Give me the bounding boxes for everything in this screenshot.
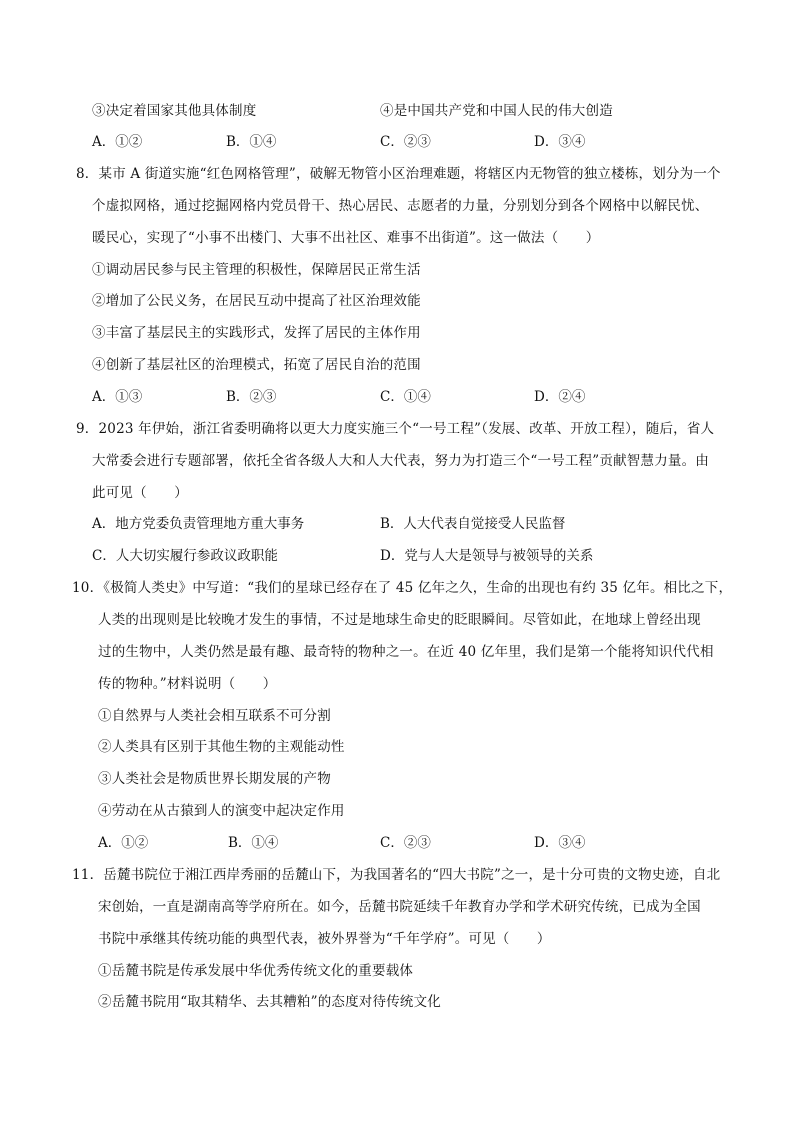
q10-statement-4: ④劳动在从古猿到人的演变中起决定作用 xyxy=(98,803,345,819)
q10-statement-3: ③人类社会是物质世界长期发展的产物 xyxy=(98,771,331,787)
q7-option-d: D．③④ xyxy=(534,134,586,150)
q9-option-a: A．地方党委负责管理地方重大事务 xyxy=(92,516,305,532)
q10-option-c: C．②③ xyxy=(380,835,431,851)
q8-stem-line-2: 个虚拟网格，通过挖掘网格内党员骨干、热心居民、志愿者的力量，分别划分到各个网格中以解民忧、 xyxy=(92,198,709,214)
q10-option-d: D．③④ xyxy=(534,835,586,851)
q8-statement-1: ①调动居民参与民主管理的积极性，保障居民正常生活 xyxy=(92,262,421,278)
q10-stem-line-1: 10．《极简人类史》中写道：“我们的星球已经存在了 45 亿年之久，生命的出现也有约 35 亿年。相比之下， xyxy=(72,580,733,596)
q9-option-b: B．人大代表自觉接受人民监督 xyxy=(380,516,566,532)
q8-statement-2: ②增加了公民义务，在居民互动中提高了社区治理效能 xyxy=(92,293,421,309)
q9-stem-line-2: 大常委会进行专题部署，依托全省各级人大和人大代表，努力为打造三个“一号工程”贡献智慧力量。由 xyxy=(92,453,710,469)
q9-option-d: D．党与人大是领导与被领导的关系 xyxy=(380,548,594,564)
q8-stem-line-3: 暖民心，实现了“小事不出楼门、大事不出社区、难事不出街道”。这一做法（ ） xyxy=(92,230,600,246)
q8-stem-line-1: 8．某市 A 街道实施“红色网格管理”，破解无物管小区治理难题，将辖区内无物管的独立楼栋，划分为一个 xyxy=(76,166,721,182)
q10-stem-line-4: 传的物种。”材料说明（ ） xyxy=(98,676,277,692)
q10-option-a: A．①② xyxy=(98,835,149,851)
q7-option-b: B．①④ xyxy=(226,134,277,150)
q10-option-b: B．①④ xyxy=(228,835,279,851)
q11-stem-line-1: 11．岳麓书院位于湘江西岸秀丽的岳麓山下，为我国著名的“四大书院”之一，是十分可贵的文物史迹，自北 xyxy=(72,867,721,883)
q8-option-d: D．②④ xyxy=(534,389,586,405)
q10-stem-line-3: 过的生物中，人类仍然是最有趣、最奇特的物种之一。在近 40 亿年里，我们是第一个能将知识代代相 xyxy=(98,644,714,660)
q8-statement-4: ④创新了基层社区的治理模式，拓宽了居民自治的范围 xyxy=(92,357,421,373)
q8-option-a: A．①③ xyxy=(92,389,143,405)
q9-stem-line-3: 此可见（ ） xyxy=(92,485,188,501)
q9-option-c: C．人大切实履行参政议政职能 xyxy=(92,548,278,564)
q10-stem-line-2: 人类的出现则是比较晚才发生的事情，不过是地球生命史的眨眼瞬间。尽管如此，在地球上曾经出现 xyxy=(98,612,701,628)
q7-option-a: A．①② xyxy=(92,134,143,150)
q11-statement-2: ②岳麓书院用“取其精华、去其糟粕”的态度对待传统文化 xyxy=(98,994,442,1010)
q11-stem-line-3: 书院中承继其传统功能的典型代表，被外界誉为“千年学府”。可见（ ） xyxy=(98,931,551,947)
q11-stem-line-2: 宋创始，一直是湖南高等学府所在。如今，岳麓书院延续千年教育办学和学术研究传统，已成为全国 xyxy=(98,899,701,915)
q7-statement-3: ③决定着国家其他具体制度 xyxy=(92,103,257,119)
q9-stem-line-1: 9．2023 年伊始，浙江省委明确将以更大力度实施三个“一号工程”（发展、改革、开放工程），随后，省人 xyxy=(76,421,715,437)
q8-option-b: B．②③ xyxy=(226,389,277,405)
q11-statement-1: ①岳麓书院是传承发展中华优秀传统文化的重要载体 xyxy=(98,963,414,979)
q8-option-c: C．①④ xyxy=(380,389,431,405)
q7-statement-4: ④是中国共产党和中国人民的伟大创造 xyxy=(380,103,613,119)
q10-statement-1: ①自然界与人类社会相互联系不可分割 xyxy=(98,708,331,724)
q7-option-c: C．②③ xyxy=(380,134,431,150)
q8-statement-3: ③丰富了基层民主的实践形式，发挥了居民的主体作用 xyxy=(92,325,421,341)
q10-statement-2: ②人类具有区别于其他生物的主观能动性 xyxy=(98,739,345,755)
